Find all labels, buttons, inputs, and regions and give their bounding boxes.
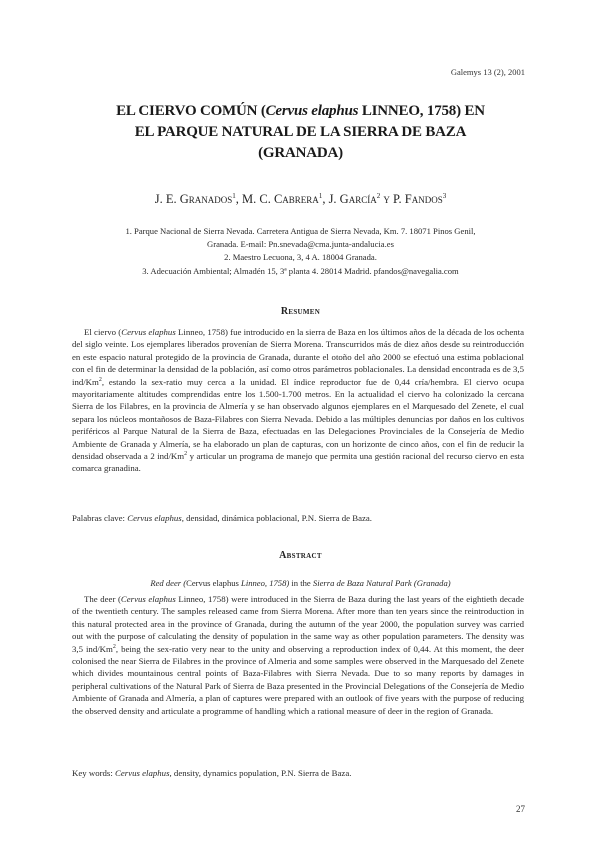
abstract-keywords: Key words: Cervus elaphus, density, dynamics population, P.N. Sierra de Baza. (72, 768, 352, 778)
author-2: M. C. Cabrera$^1$ (242, 192, 323, 207)
title-species: Cervus elaphus (265, 103, 359, 119)
affiliation-1-cont: Granada. E-mail: Pn.snevada@cma.junta-andalucia.es (207, 239, 394, 250)
title-part1: EL CIERVO COMÚN ( (116, 103, 266, 119)
abstract-body: The deer (Cervus elaphus Linneo, 1758) were introduced in the Sierra de Baza during the last years of the eightieth decade of the twentieth century. The samples released came from Sierra Morena. After more than ten years since the reintroduction in this natural protected area in the province of Granada, during the autumn of the year 2000, the population survey was carried out with the purpose of calculating the density of population in the same way as other population parameters. The density was 3,5 ind/Km$^2$, being the sex-ratio very near to the unity and observing a reproduction index of 0,44. At this moment, the deer colonised the near Sierra de Filabres in the province of Almeria and some samples were observed in the Marquesado del Zenete which divides mountainous central points of Baza-Filabres with Sierra Nevada. Due to so many reports by damages in peripheral cultivations of the Natural Park of Sierra de Baza presented in the Provincial Delegations of the Consejería de Medio Ambiente of Granada and Almería, a plan of captures were prepared with an outlook of five years with the purpose of reducing the observed density and articulate a programme of handling which a rational measure of deer in the region of Granada. (72, 594, 525, 716)
author-list: J. E. Granados$^1$, M. C. Cabrera$^1$, J. García$^2$ y P. Fandos$^3$ (154, 192, 447, 207)
article-title (60, 101, 541, 164)
resumen-body: El ciervo (Cervus elaphus Linneo, 1758) fue introducido en la sierra de Baza en los últimos años de la década de los ochenta del siglo veinte. Los ejemplares liberados provenían de Sierra Morena. Transcurridos más de diez años desde su reintroducción en este espacio natural protegido de la provincia de Granada, durante el otoño del año 2000 se efectuó una estima poblacional con el fin de determinar la densidad de la población, así como otros parámetros poblacionales. La densidad encontrada es de 3,5 ind/Km$^2$, estando la sex-ratio muy cerca a la unidad. El índice reproductor fue de 0,44 cría/hembra. El ciervo ocupa mayoritariamente altitudes comprendidas entre los 1.500-1.700 metros. En la actualidad el ciervo ha colonizado la cercana Sierra de los Filabres, en la provincia de Almería y se han observado algunos ejemplares en el Marquesado del Zenete, el cual separa los núcleos montañosos de Baza-Filabres con Sierra Nevada. Debido a las múltiples denuncias por daños en los cultivos periféricos al Parque Natural de la Sierra de Baza, efectuadas en las Delegaciones Provinciales de la Consejería de Medio Ambiente de Granada y Almería, se ha elaborado un plan de capturas, con un horizonte de cinco años, con el fin de reducir la densidad observada a 2 ind/Km$^2$ y articular un programa de manejo que permita una gestión racional del recurso ciervo en esta comarca granadina. (72, 327, 524, 474)
author-4: P. Fandos$^3$ (392, 192, 447, 207)
page-number: 27 (516, 804, 525, 814)
resumen-heading: Resumen (280, 306, 321, 317)
abstract-heading: Abstract (279, 550, 322, 561)
author-joiner: y (383, 192, 390, 207)
affiliations (60, 225, 541, 278)
affiliation-2: 2. Maestro Lecuona, 3, 4 A. 18004 Granada. (224, 252, 377, 263)
author-3: J. García$^2$ (328, 192, 381, 207)
title-part2: LINNEO, 1758) EN (358, 103, 485, 119)
abstract-subtitle: Red deer (Cervus elaphus Linneo, 1758) in the Sierra de Baza Natural Park (Granada) (150, 578, 451, 588)
affiliation-1: 1. Parque Nacional de Sierra Nevada. Carretera Antigua de Sierra Nevada, Km. 7. 18071 Pinos Genil, (125, 226, 476, 236)
title-line3: (GRANADA) (258, 145, 343, 161)
title-line2: EL PARQUE NATURAL DE LA SIERRA DE BAZA (134, 124, 467, 140)
author-1: J. E. Granados$^1$ (154, 192, 236, 207)
running-head: Galemys 13 (2), 2001 (450, 67, 525, 77)
resumen-keywords: Palabras clave: Cervus elaphus, densidad, dinámica poblacional, P.N. Sierra de Baza. (72, 513, 372, 523)
affiliation-3: 3. Adecuación Ambiental; Almadén 15, 3ª planta 4. 28014 Madrid. pfandos@navegalia.com (142, 265, 459, 276)
